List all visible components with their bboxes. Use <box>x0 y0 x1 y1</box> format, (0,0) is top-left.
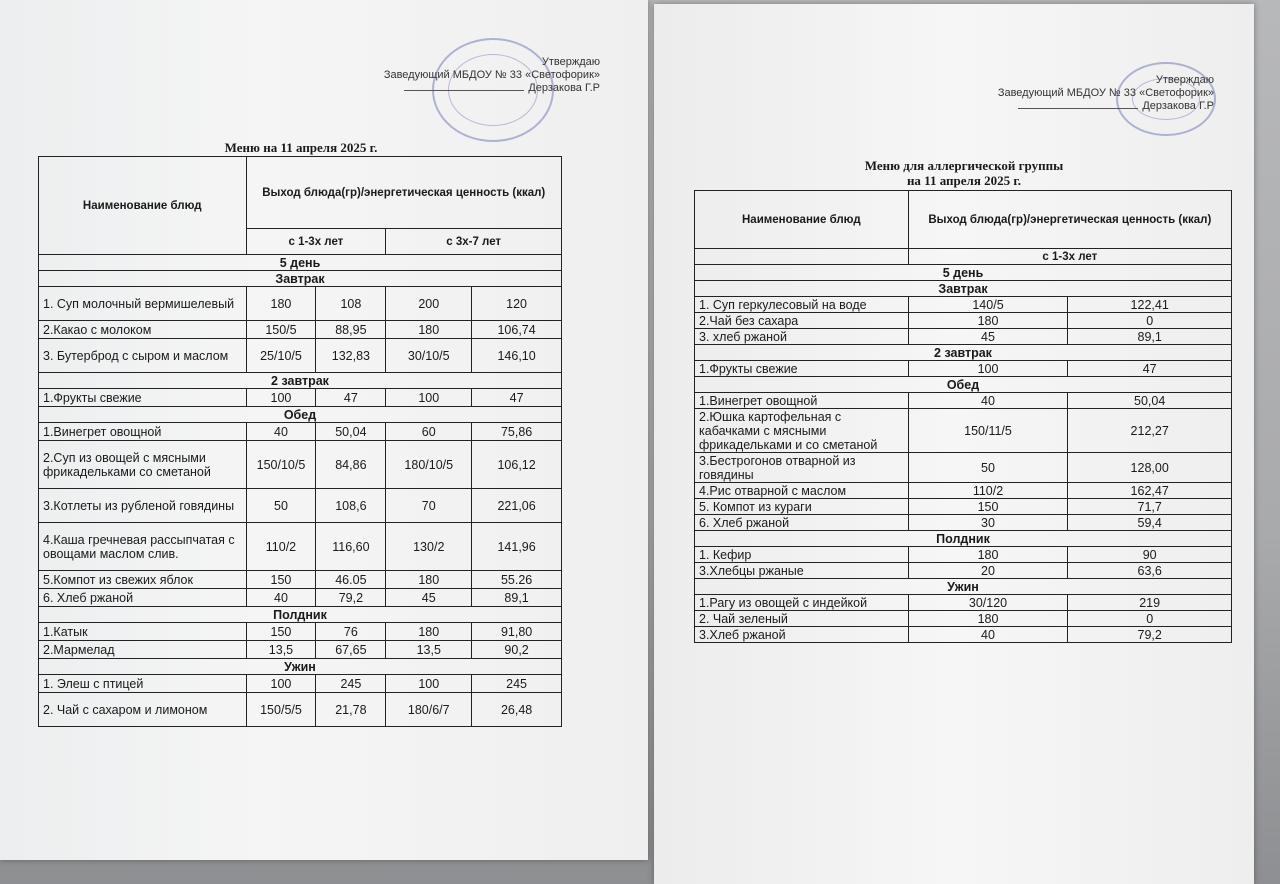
approve-person: Дерзакова Г.Р <box>1142 100 1214 112</box>
dish-row <box>39 489 562 523</box>
dish-row <box>39 423 562 441</box>
section-row <box>39 607 562 623</box>
dish-name: 2.Какао с молоком <box>39 321 247 339</box>
section-title: Завтрак <box>39 271 562 287</box>
dish-value: 89,1 <box>472 589 562 607</box>
dish-name: 1.Винегрет овощной <box>695 393 909 409</box>
dish-value: 91,80 <box>472 623 562 641</box>
dish-name: 3. хлеб ржаной <box>695 329 909 345</box>
dish-value: 120 <box>472 287 562 321</box>
dish-value: 100 <box>246 675 316 693</box>
dish-value: 100 <box>246 389 316 407</box>
dish-value: 132,83 <box>316 339 386 373</box>
dish-row <box>695 361 1232 377</box>
dish-value: 141,96 <box>472 523 562 571</box>
dish-row <box>39 571 562 589</box>
dish-value: 245 <box>472 675 562 693</box>
menu-sheet-main <box>0 0 648 860</box>
dish-value: 26,48 <box>472 693 562 727</box>
dish-name: 1. Кефир <box>695 547 909 563</box>
dish-value: 150/11/5 <box>908 409 1068 453</box>
dish-name: 3.Хлебцы ржаные <box>695 563 909 579</box>
section-title: Полдник <box>39 607 562 623</box>
dish-row <box>39 321 562 339</box>
dish-name: 4.Каша гречневая рассыпчатая с овощами маслом слив. <box>39 523 247 571</box>
dish-value: 150 <box>246 571 316 589</box>
dish-row <box>695 563 1232 579</box>
dish-value: 88,95 <box>316 321 386 339</box>
section-row <box>39 407 562 423</box>
dish-value: 106,12 <box>472 441 562 489</box>
section-row <box>695 377 1232 393</box>
dish-row <box>695 313 1232 329</box>
dish-value: 13,5 <box>246 641 316 659</box>
dish-value: 140/5 <box>908 297 1068 313</box>
dish-row <box>39 589 562 607</box>
section-title: Ужин <box>39 659 562 675</box>
day-label: 5 день <box>39 255 562 271</box>
dish-value: 0 <box>1068 313 1232 329</box>
dish-name: 3. Бутерброд с сыром и маслом <box>39 339 247 373</box>
dish-row <box>39 339 562 373</box>
dish-value: 70 <box>386 489 472 523</box>
dish-value: 180 <box>386 321 472 339</box>
dish-value: 180 <box>386 623 472 641</box>
dish-value: 162,47 <box>1068 483 1232 499</box>
dish-value: 46.05 <box>316 571 386 589</box>
dish-value: 180 <box>246 287 316 321</box>
dish-value: 75,86 <box>472 423 562 441</box>
menu-sheet-allergy <box>654 4 1254 884</box>
dish-name: 2.Суп из овощей с мясными фрикадельками со сметаной <box>39 441 247 489</box>
section-title: Обед <box>39 407 562 423</box>
dish-value: 63,6 <box>1068 563 1232 579</box>
signature-line <box>1018 108 1138 109</box>
dish-name: 6. Хлеб ржаной <box>695 515 909 531</box>
section-title: Завтрак <box>695 281 1232 297</box>
dish-value: 180/10/5 <box>386 441 472 489</box>
approve-position: Заведующий МБДОУ № 33 «Светофорик» <box>383 69 600 81</box>
dish-name: 6. Хлеб ржаной <box>39 589 247 607</box>
section-row <box>39 271 562 287</box>
section-title: Обед <box>695 377 1232 393</box>
dish-row <box>39 523 562 571</box>
dish-value: 13,5 <box>386 641 472 659</box>
menu-table <box>38 156 562 727</box>
signature-line <box>404 90 524 91</box>
approve-label: Утверждаю <box>541 56 600 68</box>
dish-row <box>39 623 562 641</box>
approve-person: Дерзакова Г.Р <box>528 82 600 94</box>
section-row <box>39 373 562 389</box>
menu-title: Меню на 11 апреля 2025 г. <box>224 140 378 155</box>
dish-row <box>695 329 1232 345</box>
section-row <box>695 281 1232 297</box>
dish-row <box>39 287 562 321</box>
dish-value: 79,2 <box>1068 627 1232 643</box>
dish-value: 110/2 <box>908 483 1068 499</box>
header-age-1-3: с 1-3х лет <box>908 249 1231 265</box>
dish-value: 221,06 <box>472 489 562 523</box>
dish-value: 90,2 <box>472 641 562 659</box>
dish-value: 50 <box>908 453 1068 483</box>
dish-value: 200 <box>386 287 472 321</box>
dish-value: 76 <box>316 623 386 641</box>
dish-row <box>695 393 1232 409</box>
dish-value: 47 <box>1068 361 1232 377</box>
dish-value: 21,78 <box>316 693 386 727</box>
dish-value: 146,10 <box>472 339 562 373</box>
dish-value: 100 <box>908 361 1068 377</box>
dish-name: 1.Винегрет овощной <box>39 423 247 441</box>
dish-value: 108 <box>316 287 386 321</box>
header-output: Выход блюда(гр)/энергетическая ценность (ккал) <box>246 157 562 229</box>
dish-value: 25/10/5 <box>246 339 316 373</box>
section-row <box>695 345 1232 361</box>
dish-value: 150 <box>246 623 316 641</box>
dish-value: 40 <box>908 393 1068 409</box>
dish-name: 2.Чай без сахара <box>695 313 909 329</box>
dish-value: 30 <box>908 515 1068 531</box>
dish-value: 245 <box>316 675 386 693</box>
section-title: Ужин <box>695 579 1232 595</box>
dish-name: 1. Суп молочный вермишелевый <box>39 287 247 321</box>
dish-value: 180 <box>908 547 1068 563</box>
dish-value: 150/10/5 <box>246 441 316 489</box>
dish-value: 108,6 <box>316 489 386 523</box>
dish-value: 50,04 <box>1068 393 1232 409</box>
dish-row <box>695 453 1232 483</box>
dish-value: 79,2 <box>316 589 386 607</box>
dish-row <box>39 693 562 727</box>
dish-value: 180 <box>908 313 1068 329</box>
dish-value: 0 <box>1068 611 1232 627</box>
dish-row <box>39 641 562 659</box>
menu-title-line1: Меню для аллергической группы <box>864 158 1064 173</box>
dish-value: 55.26 <box>472 571 562 589</box>
dish-value: 30/10/5 <box>386 339 472 373</box>
dish-value: 40 <box>908 627 1068 643</box>
dish-value: 110/2 <box>246 523 316 571</box>
approve-position: Заведующий МБДОУ № 33 «Светофорик» <box>997 87 1214 99</box>
dish-value: 71,7 <box>1068 499 1232 515</box>
dish-name: 2.Юшка картофельная с кабачками с мясными фрикадельками и со сметаной <box>695 409 909 453</box>
dish-name: 1.Катык <box>39 623 247 641</box>
dish-name: 4.Рис отварной с маслом <box>695 483 909 499</box>
dish-value: 89,1 <box>1068 329 1232 345</box>
dish-name: 2.Мармелад <box>39 641 247 659</box>
dish-value: 180/6/7 <box>386 693 472 727</box>
header-age-3-7: с 3х-7 лет <box>386 229 562 255</box>
section-title: 2 завтрак <box>695 345 1232 361</box>
dish-name: 3.Хлеб ржаной <box>695 627 909 643</box>
menu-title <box>694 158 1234 188</box>
dish-name: 1. Элеш с птицей <box>39 675 247 693</box>
dish-row <box>695 483 1232 499</box>
dish-value: 180 <box>908 611 1068 627</box>
dish-name: 1.Рагу из овощей с индейкой <box>695 595 909 611</box>
dish-row <box>695 595 1232 611</box>
dish-value: 50 <box>246 489 316 523</box>
dish-value: 60 <box>386 423 472 441</box>
dish-value: 40 <box>246 423 316 441</box>
dish-value: 40 <box>246 589 316 607</box>
dish-value: 30/120 <box>908 595 1068 611</box>
approve-label: Утверждаю <box>1155 74 1214 86</box>
dish-value: 100 <box>386 675 472 693</box>
dish-value: 59,4 <box>1068 515 1232 531</box>
menu-title-line2: на 11 апреля 2025 г. <box>906 173 1022 188</box>
day-label: 5 день <box>695 265 1232 281</box>
dish-value: 84,86 <box>316 441 386 489</box>
dish-row <box>39 441 562 489</box>
section-row <box>695 579 1232 595</box>
approval-block <box>998 74 1214 113</box>
dish-value: 67,65 <box>316 641 386 659</box>
section-row <box>39 659 562 675</box>
dish-name: 1.Фрукты свежие <box>695 361 909 377</box>
dish-name: 2. Чай с сахаром и лимоном <box>39 693 247 727</box>
dish-value: 180 <box>386 571 472 589</box>
header-age-1-3: с 1-3х лет <box>246 229 386 255</box>
dish-value: 20 <box>908 563 1068 579</box>
dish-value: 50,04 <box>316 423 386 441</box>
dish-value: 45 <box>908 329 1068 345</box>
dish-value: 130/2 <box>386 523 472 571</box>
section-title: Полдник <box>695 531 1232 547</box>
dish-row <box>695 547 1232 563</box>
dish-row <box>695 409 1232 453</box>
dish-row <box>695 515 1232 531</box>
section-title: 2 завтрак <box>39 373 562 389</box>
dish-value: 150/5 <box>246 321 316 339</box>
dish-row <box>695 611 1232 627</box>
dish-row <box>695 297 1232 313</box>
dish-value: 122,41 <box>1068 297 1232 313</box>
section-row <box>695 531 1232 547</box>
dish-value: 100 <box>386 389 472 407</box>
dish-name: 5. Компот из кураги <box>695 499 909 515</box>
header-output: Выход блюда(гр)/энергетическая ценность (ккал) <box>908 191 1231 249</box>
dish-value: 150/5/5 <box>246 693 316 727</box>
dish-value: 47 <box>472 389 562 407</box>
dish-name: 5.Компот из свежих яблок <box>39 571 247 589</box>
dish-value: 47 <box>316 389 386 407</box>
dish-name: 1. Суп геркулесовый на воде <box>695 297 909 313</box>
header-dish-name: Наименование блюд <box>695 191 909 249</box>
approval-block <box>384 56 600 95</box>
dish-row <box>695 627 1232 643</box>
dish-name: 1.Фрукты свежие <box>39 389 247 407</box>
dish-value: 128,00 <box>1068 453 1232 483</box>
dish-value: 150 <box>908 499 1068 515</box>
header-dish-name: Наименование блюд <box>39 157 247 255</box>
dish-row <box>39 389 562 407</box>
dish-name: 3.Котлеты из рубленой говядины <box>39 489 247 523</box>
dish-row <box>39 675 562 693</box>
dish-value: 219 <box>1068 595 1232 611</box>
dish-value: 45 <box>386 589 472 607</box>
dish-value: 212,27 <box>1068 409 1232 453</box>
dish-row <box>695 499 1232 515</box>
dish-name: 3.Бестрогонов отварной из говядины <box>695 453 909 483</box>
dish-name: 2. Чай зеленый <box>695 611 909 627</box>
menu-table <box>694 190 1232 643</box>
dish-value: 116,60 <box>316 523 386 571</box>
dish-value: 106,74 <box>472 321 562 339</box>
dish-value: 90 <box>1068 547 1232 563</box>
